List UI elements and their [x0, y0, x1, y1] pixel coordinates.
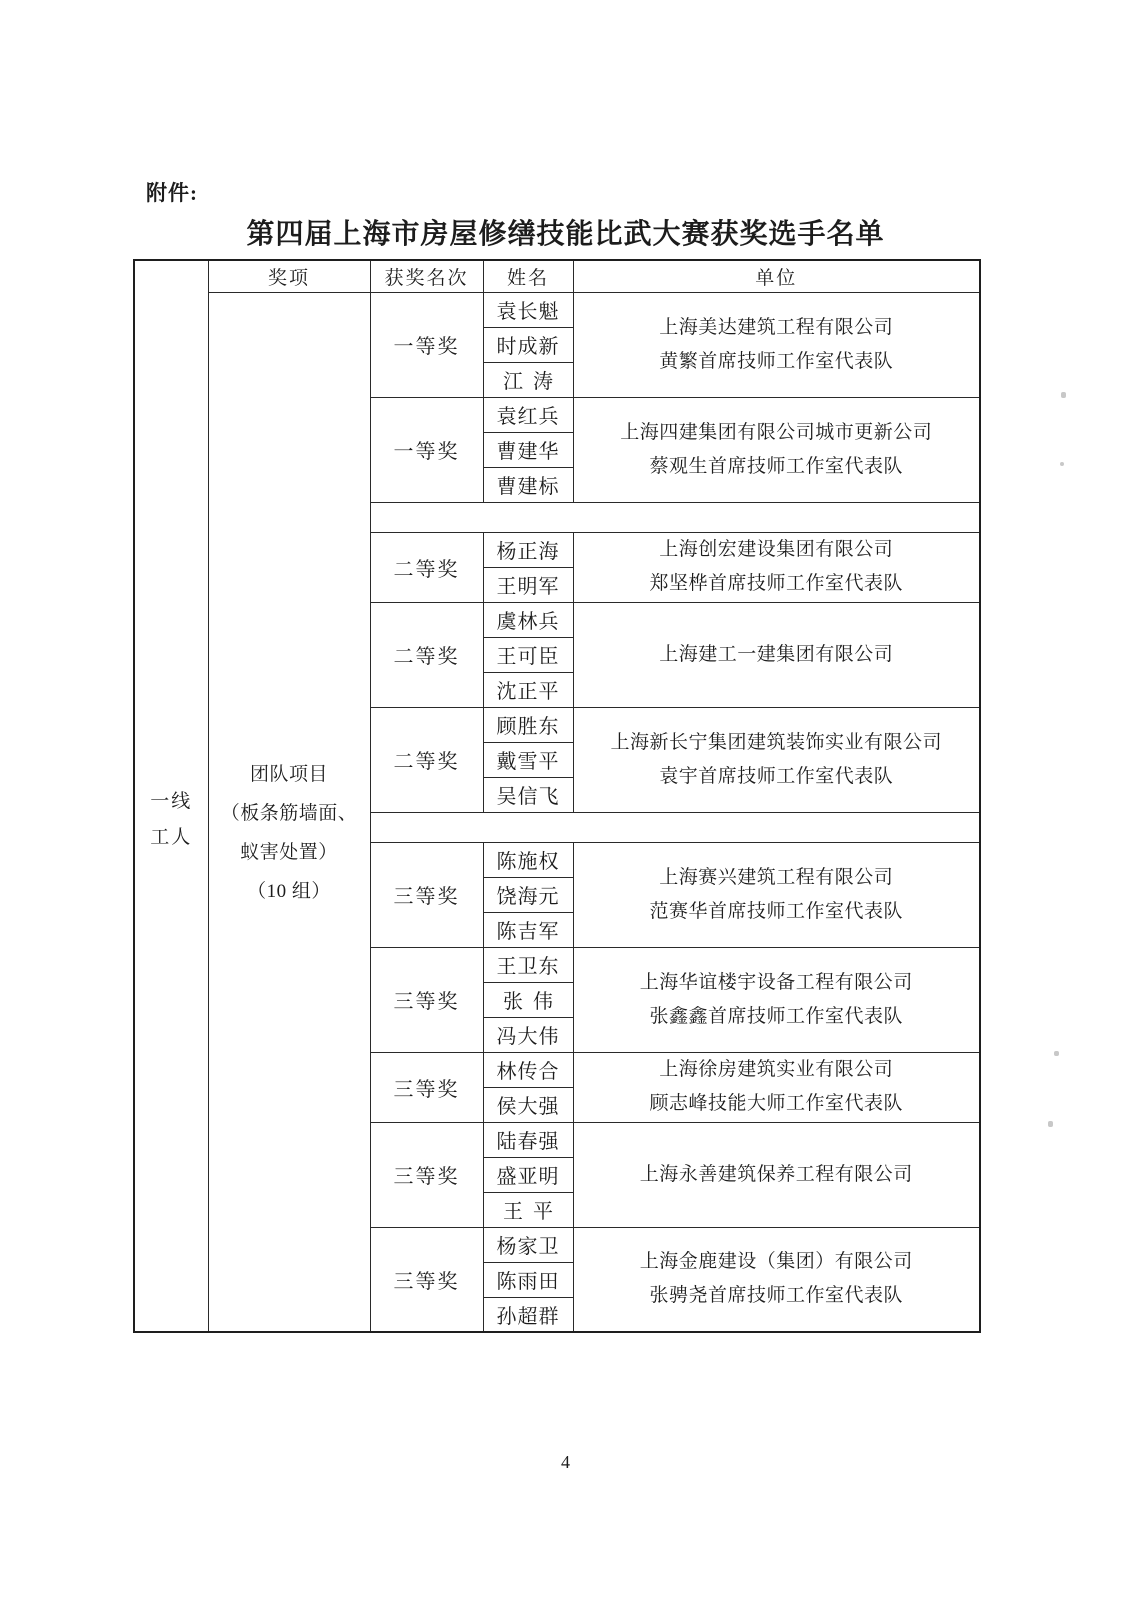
rank-cell: 三等奖: [370, 1227, 483, 1332]
awards-table: [133, 259, 981, 1333]
project-category-cell: [208, 292, 370, 1332]
attachment-label: 附件:: [146, 181, 198, 205]
name-cell: 冯大伟: [483, 1017, 573, 1052]
name-cell: 陈吉军: [483, 912, 573, 947]
name-cell: 江涛: [483, 362, 573, 397]
name-cell: 饶海元: [483, 877, 573, 912]
worker-group-lines: [135, 784, 208, 856]
unit-line: 上海徐房建筑实业有限公司: [659, 1059, 894, 1081]
rank-cell: 三等奖: [370, 842, 483, 947]
name-cell: 杨正海: [483, 532, 573, 567]
scan-speck: [1061, 392, 1066, 398]
rank-cell: 二等奖: [370, 707, 483, 812]
unit-lines: [574, 1158, 980, 1192]
name-cell: 盛亚明: [483, 1157, 573, 1192]
unit-line: 蔡观生首席技师工作室代表队: [649, 455, 903, 477]
unit-line: 张骋尧首席技师工作室代表队: [649, 1285, 903, 1307]
column-header-category: 奖项: [208, 260, 370, 292]
page-number: 4: [561, 1452, 570, 1472]
unit-cell: [573, 1122, 980, 1227]
name-cell: 陈雨田: [483, 1262, 573, 1297]
unit-cell: [573, 532, 980, 602]
table-header-row: [134, 260, 980, 292]
unit-cell: [573, 842, 980, 947]
rank-cell: 二等奖: [370, 602, 483, 707]
separator-cell: [370, 502, 980, 532]
project-category-line: 蚁害处置）: [240, 841, 338, 863]
unit-lines: [574, 861, 980, 929]
scan-speck: [1060, 462, 1064, 466]
unit-line: 上海创宏建设集团有限公司: [659, 539, 894, 561]
unit-lines: [574, 638, 980, 672]
unit-line: 上海四建集团有限公司城市更新公司: [620, 421, 933, 443]
unit-cell: [573, 292, 980, 397]
column-header-rank: 获奖名次: [370, 260, 483, 292]
name-cell: 张伟: [483, 982, 573, 1017]
name-cell: 曹建标: [483, 467, 573, 502]
name-cell: 孙超群: [483, 1297, 573, 1332]
separator-cell: [370, 812, 980, 842]
name-cell: 时成新: [483, 327, 573, 362]
unit-line: 顾志峰技能大师工作室代表队: [649, 1093, 903, 1114]
name-cell: 杨家卫: [483, 1227, 573, 1262]
unit-line: 上海美达建筑工程有限公司: [659, 316, 894, 338]
rank-cell: 二等奖: [370, 532, 483, 602]
name-cell: 袁长魁: [483, 292, 573, 327]
name-cell: 王明军: [483, 567, 573, 602]
unit-lines: [574, 1245, 980, 1313]
unit-cell: [573, 397, 980, 502]
unit-line: 上海华谊楼宇设备工程有限公司: [639, 971, 913, 993]
column-header-name: 姓名: [483, 260, 573, 292]
name-cell: 虞林兵: [483, 602, 573, 637]
project-category-lines: [209, 756, 370, 912]
worker-group-line: 一线: [150, 790, 193, 812]
unit-line: 上海赛兴建筑工程有限公司: [659, 866, 894, 888]
worker-group-cell: [134, 260, 208, 1332]
rank-cell: 三等奖: [370, 947, 483, 1052]
unit-cell: [573, 602, 980, 707]
unit-line: 上海建工一建集团有限公司: [659, 643, 894, 665]
name-cell: 王卫东: [483, 947, 573, 982]
unit-line: 范赛华首席技师工作室代表队: [649, 900, 903, 922]
column-header-unit: 单位: [573, 260, 980, 292]
project-category-line: （10 组）: [247, 880, 331, 902]
unit-lines: [574, 416, 980, 484]
name-cell: 陈施权: [483, 842, 573, 877]
unit-lines: [574, 311, 980, 379]
rank-cell: 三等奖: [370, 1122, 483, 1227]
name-cell: 顾胜东: [483, 707, 573, 742]
name-cell: 王可臣: [483, 637, 573, 672]
rank-cell: 一等奖: [370, 397, 483, 502]
name-cell: 陆春强: [483, 1122, 573, 1157]
project-category-line: （板条筋墙面、: [220, 802, 358, 824]
unit-line: 袁宇首席技师工作室代表队: [659, 765, 894, 787]
name-cell: 侯大强: [483, 1087, 573, 1122]
unit-line: 上海新长宁集团建筑装饰实业有限公司: [610, 731, 942, 753]
unit-lines: [574, 726, 980, 794]
table-row: [134, 292, 980, 327]
unit-cell: [573, 707, 980, 812]
scan-speck: [1054, 1051, 1059, 1056]
name-cell: 沈正平: [483, 672, 573, 707]
unit-line: 上海永善建筑保养工程有限公司: [639, 1163, 913, 1185]
unit-line: 郑坚桦首席技师工作室代表队: [649, 573, 903, 594]
unit-lines: [574, 966, 980, 1034]
unit-line: 张鑫鑫首席技师工作室代表队: [649, 1005, 903, 1027]
name-cell: 袁红兵: [483, 397, 573, 432]
unit-lines: [574, 533, 980, 601]
unit-lines: [574, 1053, 980, 1121]
unit-line: 上海金鹿建设（集团）有限公司: [639, 1251, 913, 1273]
worker-group-line: 工人: [150, 827, 193, 848]
name-cell: 王平: [483, 1192, 573, 1227]
rank-cell: 一等奖: [370, 292, 483, 397]
unit-cell: [573, 1052, 980, 1122]
unit-cell: [573, 947, 980, 1052]
name-cell: 林传合: [483, 1052, 573, 1087]
rank-cell: 三等奖: [370, 1052, 483, 1122]
scan-speck: [1048, 1121, 1053, 1127]
project-category-line: 团队项目: [249, 763, 328, 785]
unit-line: 黄繁首席技师工作室代表队: [659, 350, 894, 372]
unit-cell: [573, 1227, 980, 1332]
name-cell: 戴雪平: [483, 742, 573, 777]
name-cell: 曹建华: [483, 432, 573, 467]
page-title: 第四届上海市房屋修缮技能比武大赛获奖选手名单: [246, 219, 885, 250]
name-cell: 吴信飞: [483, 777, 573, 812]
